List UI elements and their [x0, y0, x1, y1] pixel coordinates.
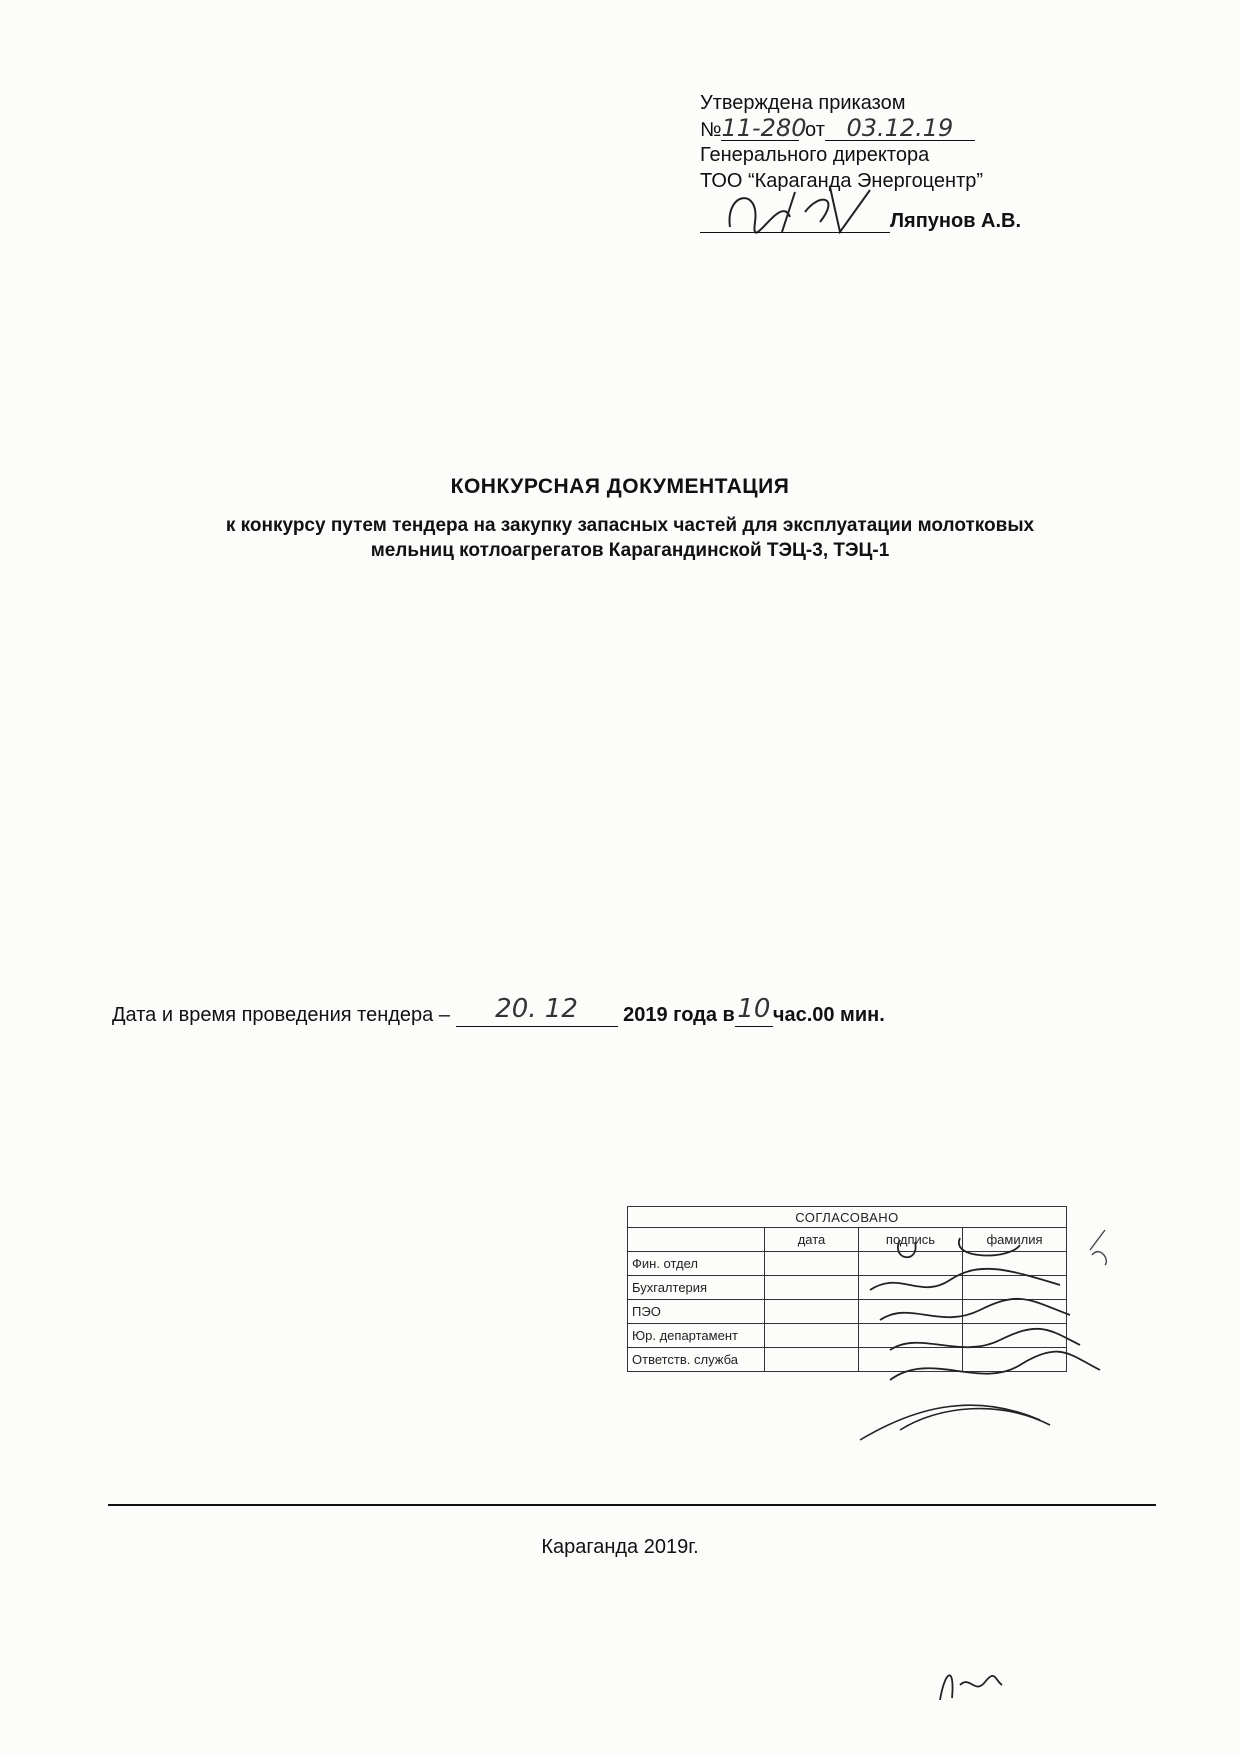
row-label: Юр. департамент: [628, 1324, 765, 1348]
order-number-prefix: №: [700, 119, 722, 141]
order-date: 03.12.19: [825, 116, 975, 141]
column-header-surname: фамилия: [963, 1228, 1067, 1252]
row-label: Ответств. служба: [628, 1348, 765, 1372]
order-number: 11-280: [721, 114, 807, 142]
tender-date-line: [112, 994, 885, 1027]
row-label: Фин. отдел: [628, 1252, 765, 1276]
tender-date-blank: [456, 994, 618, 1027]
approval-line4: ТОО “Караганда Энергоцентр”: [700, 170, 984, 192]
director-signature-line: [700, 198, 1100, 238]
document-title: КОНКУРСНАЯ ДОКУМЕНТАЦИЯ: [450, 475, 790, 498]
document-subtitle: [140, 513, 1120, 563]
tender-hour-blank: [735, 994, 773, 1027]
tender-label: Дата и время проведения тендера –: [112, 1004, 450, 1026]
approval-order-line: [700, 116, 1100, 142]
row-label: ПЭО: [628, 1300, 765, 1324]
tender-year: 2019 года в: [623, 1004, 735, 1026]
director-signature: [720, 182, 880, 242]
signature-underline: [700, 232, 890, 233]
approval-block: [700, 90, 1100, 238]
approval-line3: Генерального директора: [700, 144, 930, 166]
approval-line1: Утверждена приказом: [700, 92, 906, 114]
subtitle-line2: мельниц котлоагрегатов Карагандинской ТЭЦ-3, ТЭЦ-1: [370, 540, 890, 561]
agreement-header: СОГЛАСОВАНО: [628, 1207, 1067, 1228]
tender-date: 20. 12: [495, 994, 578, 1024]
column-header-blank: [628, 1228, 765, 1252]
subtitle-line1: к конкурсу путем тендера на закупку запасных частей для эксплуатации молотковых: [225, 515, 1035, 536]
row-label: Бухгалтерия: [628, 1276, 765, 1300]
city-year: Караганда 2019г.: [541, 1536, 699, 1558]
column-header-date: дата: [765, 1228, 859, 1252]
column-header-signature: подпись: [859, 1228, 963, 1252]
page-initials: [930, 1660, 1010, 1710]
tender-hour: 10: [737, 994, 771, 1024]
tender-time-suffix: час.00 мин.: [772, 1004, 885, 1026]
footer-rule: [108, 1504, 1156, 1506]
director-name: Ляпунов А.В.: [890, 210, 1022, 232]
agreement-signatures: [860, 1230, 1120, 1450]
order-date-prefix: от: [805, 119, 825, 141]
